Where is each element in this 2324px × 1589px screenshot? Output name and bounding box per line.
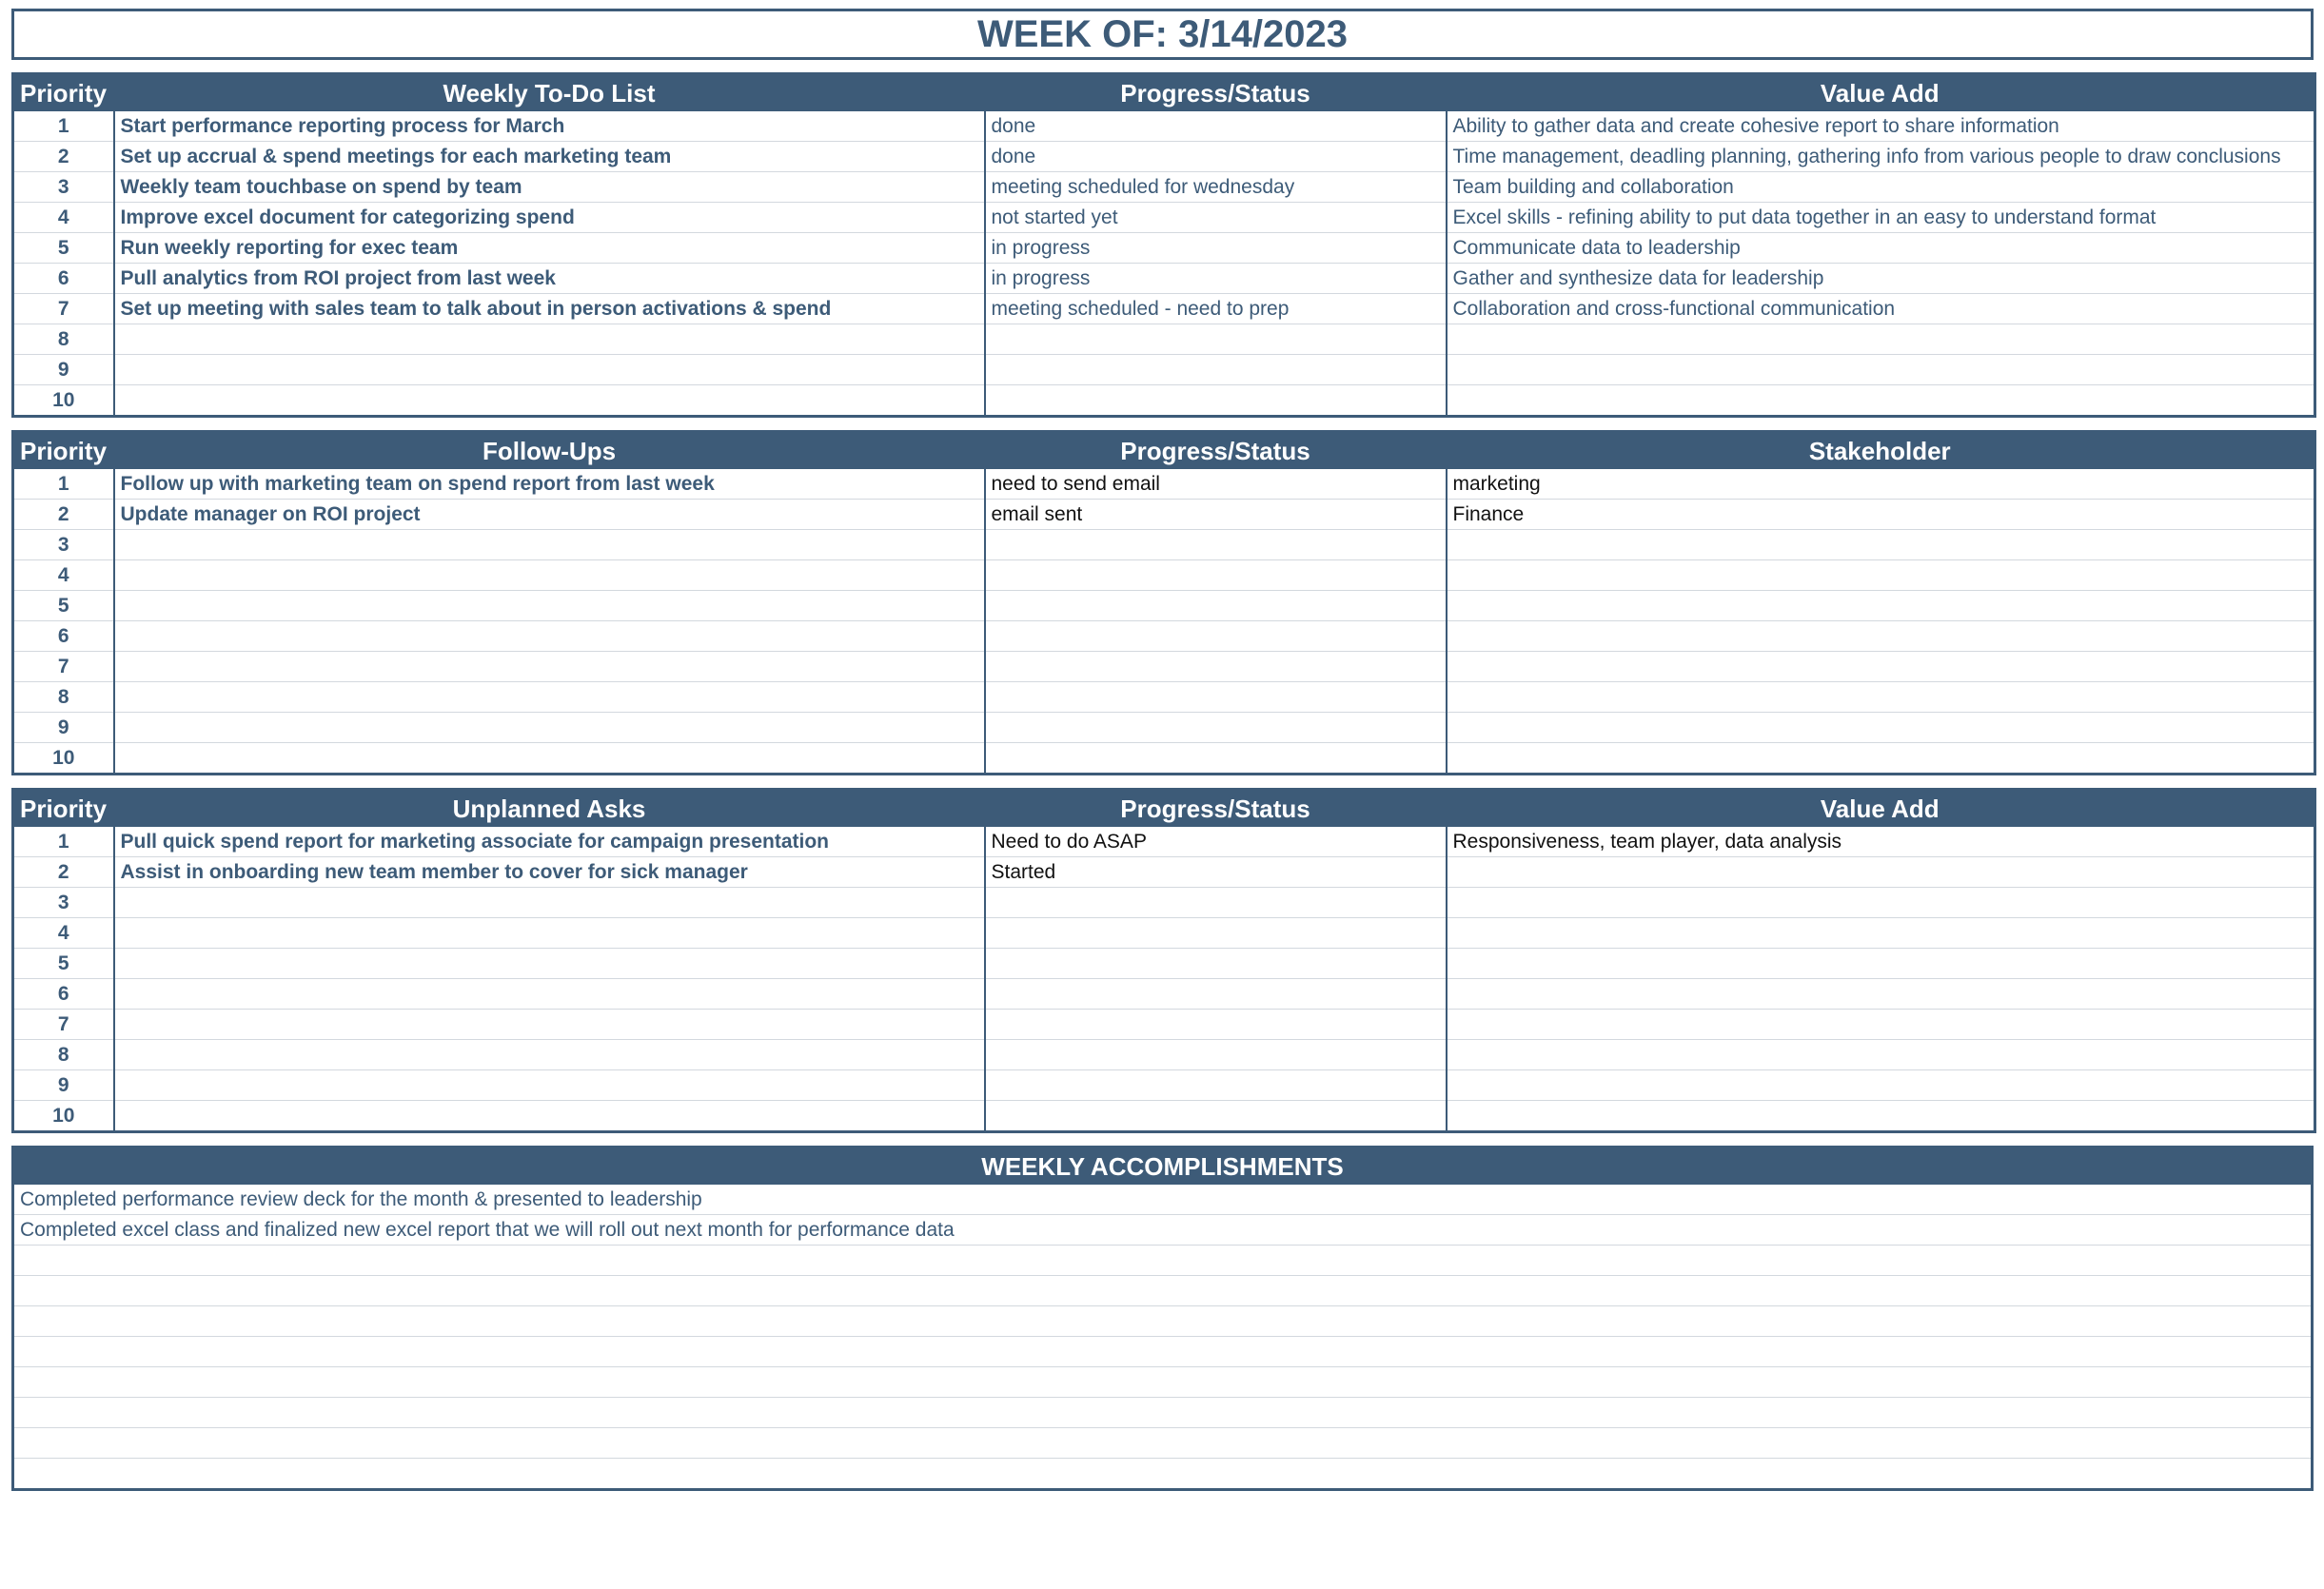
- detail-cell[interactable]: [1447, 1010, 2315, 1040]
- status-cell[interactable]: [985, 355, 1447, 385]
- status-cell[interactable]: [985, 1010, 1447, 1040]
- task-cell[interactable]: Set up meeting with sales team to talk about in person activations & spend: [114, 294, 985, 324]
- task-cell[interactable]: [114, 979, 985, 1010]
- task-cell[interactable]: [114, 743, 985, 775]
- table-row: [13, 1185, 2313, 1215]
- stakeholder-header: Stakeholder: [1447, 432, 2315, 470]
- task-cell[interactable]: Pull quick spend report for marketing associate for campaign presentation: [114, 827, 985, 857]
- task-cell[interactable]: [114, 949, 985, 979]
- detail-cell[interactable]: marketing: [1447, 469, 2315, 500]
- table-row: [13, 264, 2315, 294]
- accomplishments-header-row: [13, 1148, 2313, 1186]
- detail-cell[interactable]: [1447, 743, 2315, 775]
- table-row: [13, 1337, 2313, 1367]
- table-row: [13, 1398, 2313, 1428]
- table-row: [13, 827, 2315, 857]
- task-cell[interactable]: [114, 530, 985, 560]
- task-cell[interactable]: [114, 621, 985, 652]
- task-cell[interactable]: Follow up with marketing team on spend report from last week: [114, 469, 985, 500]
- priority-cell[interactable]: 2: [13, 857, 114, 888]
- task-cell[interactable]: [114, 1101, 985, 1132]
- followups-header-row: [13, 432, 2315, 470]
- table-row: [13, 1459, 2313, 1490]
- status-cell[interactable]: [985, 324, 1447, 355]
- priority-cell[interactable]: 1: [13, 827, 114, 857]
- detail-cell[interactable]: Team building and collaboration: [1447, 172, 2315, 203]
- detail-cell[interactable]: Excel skills - refining ability to put data together in an easy to understand format: [1447, 203, 2315, 233]
- page-title: WEEK OF: 3/14/2023: [976, 12, 1349, 55]
- table-row: [13, 743, 2315, 775]
- table-row: [13, 294, 2315, 324]
- progress-status-header: Progress/Status: [985, 74, 1447, 112]
- accomplishment-cell[interactable]: [13, 1459, 2313, 1490]
- status-cell[interactable]: in progress: [985, 233, 1447, 264]
- priority-cell[interactable]: 5: [13, 591, 114, 621]
- unplanned-asks-table: [11, 788, 2316, 1133]
- accomplishment-cell[interactable]: [13, 1428, 2313, 1459]
- table-row: [13, 355, 2315, 385]
- accomplishments-table: [11, 1146, 2314, 1491]
- priority-cell[interactable]: 10: [52, 746, 75, 769]
- priority-cell[interactable]: 6: [13, 264, 114, 294]
- table-row: [13, 233, 2315, 264]
- priority-cell[interactable]: 4: [13, 560, 114, 591]
- task-cell[interactable]: [114, 560, 985, 591]
- status-cell[interactable]: [985, 652, 1447, 682]
- table-row: [13, 979, 2315, 1010]
- task-cell[interactable]: Improve excel document for categorizing spend: [114, 203, 985, 233]
- progress-status-header: Progress/Status: [985, 432, 1447, 470]
- table-row: [13, 142, 2315, 172]
- detail-cell[interactable]: [1447, 652, 2315, 682]
- priority-cell[interactable]: 6: [13, 979, 114, 1010]
- task-cell[interactable]: [114, 1010, 985, 1040]
- status-cell[interactable]: [985, 682, 1447, 713]
- task-cell[interactable]: [114, 1070, 985, 1101]
- priority-cell[interactable]: 6: [13, 621, 114, 652]
- detail-cell[interactable]: [1447, 979, 2315, 1010]
- status-cell[interactable]: done: [985, 111, 1447, 142]
- status-cell[interactable]: Started: [985, 857, 1447, 888]
- detail-cell[interactable]: [1447, 355, 2315, 385]
- table-row: [13, 1367, 2313, 1398]
- value-add-header: Value Add: [1447, 790, 2315, 828]
- status-cell[interactable]: [985, 918, 1447, 949]
- task-cell[interactable]: Pull analytics from ROI project from last week: [114, 264, 985, 294]
- accomplishment-cell[interactable]: [13, 1306, 2313, 1337]
- priority-cell[interactable]: 9: [13, 713, 114, 743]
- priority-cell[interactable]: 1: [13, 111, 114, 142]
- priority-header: Priority: [13, 790, 114, 828]
- table-row: [13, 949, 2315, 979]
- task-cell[interactable]: Run weekly reporting for exec team: [114, 233, 985, 264]
- table-row: [13, 385, 2315, 417]
- status-cell[interactable]: [985, 713, 1447, 743]
- accomplishment-cell[interactable]: [13, 1246, 2313, 1276]
- priority-header: Priority: [13, 74, 114, 112]
- table-row: [13, 1010, 2315, 1040]
- table-row: [13, 621, 2315, 652]
- detail-cell[interactable]: Collaboration and cross-functional communication: [1447, 294, 2315, 324]
- table-row: [13, 560, 2315, 591]
- detail-cell[interactable]: [1447, 918, 2315, 949]
- detail-cell[interactable]: [1447, 682, 2315, 713]
- table-row: [13, 918, 2315, 949]
- accomplishment-cell[interactable]: [13, 1367, 2313, 1398]
- priority-cell[interactable]: 2: [13, 500, 114, 530]
- status-cell[interactable]: [985, 888, 1447, 918]
- priority-cell[interactable]: 9: [13, 1070, 114, 1101]
- detail-cell[interactable]: [1447, 324, 2315, 355]
- priority-cell[interactable]: 3: [13, 530, 114, 560]
- task-cell[interactable]: [114, 355, 985, 385]
- table-row: [13, 591, 2315, 621]
- priority-cell[interactable]: 5: [13, 233, 114, 264]
- accomplishment-cell[interactable]: Completed excel class and finalized new excel report that we will roll out next month for performance data: [13, 1215, 2313, 1246]
- table-row: [13, 530, 2315, 560]
- priority-cell[interactable]: 3: [13, 888, 114, 918]
- detail-cell[interactable]: [1447, 1101, 2315, 1132]
- detail-cell[interactable]: Responsiveness, team player, data analysis: [1447, 827, 2315, 857]
- detail-cell[interactable]: [1447, 530, 2315, 560]
- table-row: [13, 1101, 2315, 1132]
- unplanned-header-row: [13, 790, 2315, 828]
- detail-cell[interactable]: Ability to gather data and create cohesive report to share information: [1447, 111, 2315, 142]
- status-cell[interactable]: need to send email: [985, 469, 1447, 500]
- task-cell[interactable]: [114, 591, 985, 621]
- table-row: [13, 1246, 2313, 1276]
- task-cell[interactable]: [114, 324, 985, 355]
- priority-cell[interactable]: 7: [13, 294, 114, 324]
- status-cell[interactable]: email sent: [985, 500, 1447, 530]
- detail-cell[interactable]: [1447, 385, 2315, 417]
- status-cell[interactable]: done: [985, 142, 1447, 172]
- priority-cell[interactable]: 8: [13, 682, 114, 713]
- detail-cell[interactable]: [1447, 621, 2315, 652]
- detail-cell[interactable]: Communicate data to leadership: [1447, 233, 2315, 264]
- todo-table: [11, 72, 2316, 418]
- status-cell[interactable]: not started yet: [985, 203, 1447, 233]
- todo-header-row: [13, 74, 2315, 112]
- status-cell[interactable]: Need to do ASAP: [985, 827, 1447, 857]
- accomplishment-cell[interactable]: [13, 1398, 2313, 1428]
- status-cell[interactable]: in progress: [985, 264, 1447, 294]
- value-add-header: Value Add: [1447, 74, 2315, 112]
- task-cell[interactable]: [114, 385, 985, 417]
- table-row: [13, 713, 2315, 743]
- priority-cell[interactable]: 5: [13, 949, 114, 979]
- status-cell[interactable]: [985, 743, 1447, 775]
- status-cell[interactable]: meeting scheduled for wednesday: [985, 172, 1447, 203]
- task-cell[interactable]: Update manager on ROI project: [114, 500, 985, 530]
- accomplishment-cell[interactable]: [13, 1276, 2313, 1306]
- priority-cell[interactable]: 9: [13, 355, 114, 385]
- priority-cell[interactable]: 1: [13, 469, 114, 500]
- weekly-planner: [11, 9, 2314, 1491]
- table-row: [13, 172, 2315, 203]
- table-row: [13, 1040, 2315, 1070]
- detail-cell[interactable]: [1447, 1070, 2315, 1101]
- priority-cell[interactable]: 10: [52, 1104, 75, 1127]
- followups-table: [11, 430, 2316, 775]
- progress-status-header: Progress/Status: [985, 790, 1447, 828]
- follow-ups-header: Follow-Ups: [114, 432, 985, 470]
- detail-cell[interactable]: Time management, deadling planning, gathering info from various people to draw conclusions: [1447, 142, 2315, 172]
- detail-cell[interactable]: Gather and synthesize data for leadership: [1447, 264, 2315, 294]
- priority-header: Priority: [13, 432, 114, 470]
- table-row: [13, 469, 2315, 500]
- task-cell[interactable]: Set up accrual & spend meetings for each marketing team: [114, 142, 985, 172]
- priority-cell[interactable]: 4: [13, 918, 114, 949]
- task-cell[interactable]: [114, 713, 985, 743]
- title-banner: [11, 9, 2314, 60]
- table-row: [13, 111, 2315, 142]
- priority-cell[interactable]: 8: [13, 324, 114, 355]
- task-cell[interactable]: [114, 652, 985, 682]
- table-row: [13, 324, 2315, 355]
- table-row: [13, 1428, 2313, 1459]
- table-row: [13, 888, 2315, 918]
- priority-cell[interactable]: 2: [13, 142, 114, 172]
- status-cell[interactable]: meeting scheduled - need to prep: [985, 294, 1447, 324]
- priority-cell[interactable]: 8: [13, 1040, 114, 1070]
- task-cell[interactable]: Assist in onboarding new team member to cover for sick manager: [114, 857, 985, 888]
- table-row: [13, 682, 2315, 713]
- table-row: [13, 500, 2315, 530]
- status-cell[interactable]: [985, 1101, 1447, 1132]
- table-row: [13, 1276, 2313, 1306]
- detail-cell[interactable]: [1447, 857, 2315, 888]
- table-row: [13, 857, 2315, 888]
- accomplishment-cell[interactable]: Completed performance review deck for the month & presented to leadership: [13, 1185, 2313, 1215]
- todo-list-header: Weekly To-Do List: [114, 74, 985, 112]
- priority-cell[interactable]: 3: [13, 172, 114, 203]
- task-cell[interactable]: Weekly team touchbase on spend by team: [114, 172, 985, 203]
- accomplishment-cell[interactable]: [13, 1337, 2313, 1367]
- accomplishments-header: WEEKLY ACCOMPLISHMENTS: [13, 1148, 2313, 1186]
- status-cell[interactable]: [985, 1040, 1447, 1070]
- status-cell[interactable]: [985, 530, 1447, 560]
- task-cell[interactable]: [114, 888, 985, 918]
- table-row: [13, 1215, 2313, 1246]
- task-cell[interactable]: [114, 1040, 985, 1070]
- detail-cell[interactable]: [1447, 560, 2315, 591]
- status-cell[interactable]: [985, 560, 1447, 591]
- task-cell[interactable]: [114, 918, 985, 949]
- detail-cell[interactable]: [1447, 591, 2315, 621]
- table-row: [13, 1306, 2313, 1337]
- status-cell[interactable]: [985, 1070, 1447, 1101]
- task-cell[interactable]: [114, 682, 985, 713]
- unplanned-asks-header: Unplanned Asks: [114, 790, 985, 828]
- priority-cell[interactable]: 10: [52, 388, 75, 411]
- table-row: [13, 652, 2315, 682]
- detail-cell[interactable]: Finance: [1447, 500, 2315, 530]
- status-cell[interactable]: [985, 385, 1447, 417]
- status-cell[interactable]: [985, 591, 1447, 621]
- task-cell[interactable]: Start performance reporting process for March: [114, 111, 985, 142]
- priority-cell[interactable]: 7: [13, 1010, 114, 1040]
- detail-cell[interactable]: [1447, 888, 2315, 918]
- priority-cell[interactable]: 7: [13, 652, 114, 682]
- detail-cell[interactable]: [1447, 713, 2315, 743]
- status-cell[interactable]: [985, 621, 1447, 652]
- detail-cell[interactable]: [1447, 949, 2315, 979]
- table-row: [13, 203, 2315, 233]
- detail-cell[interactable]: [1447, 1040, 2315, 1070]
- status-cell[interactable]: [985, 979, 1447, 1010]
- priority-cell[interactable]: 4: [13, 203, 114, 233]
- status-cell[interactable]: [985, 949, 1447, 979]
- table-row: [13, 1070, 2315, 1101]
